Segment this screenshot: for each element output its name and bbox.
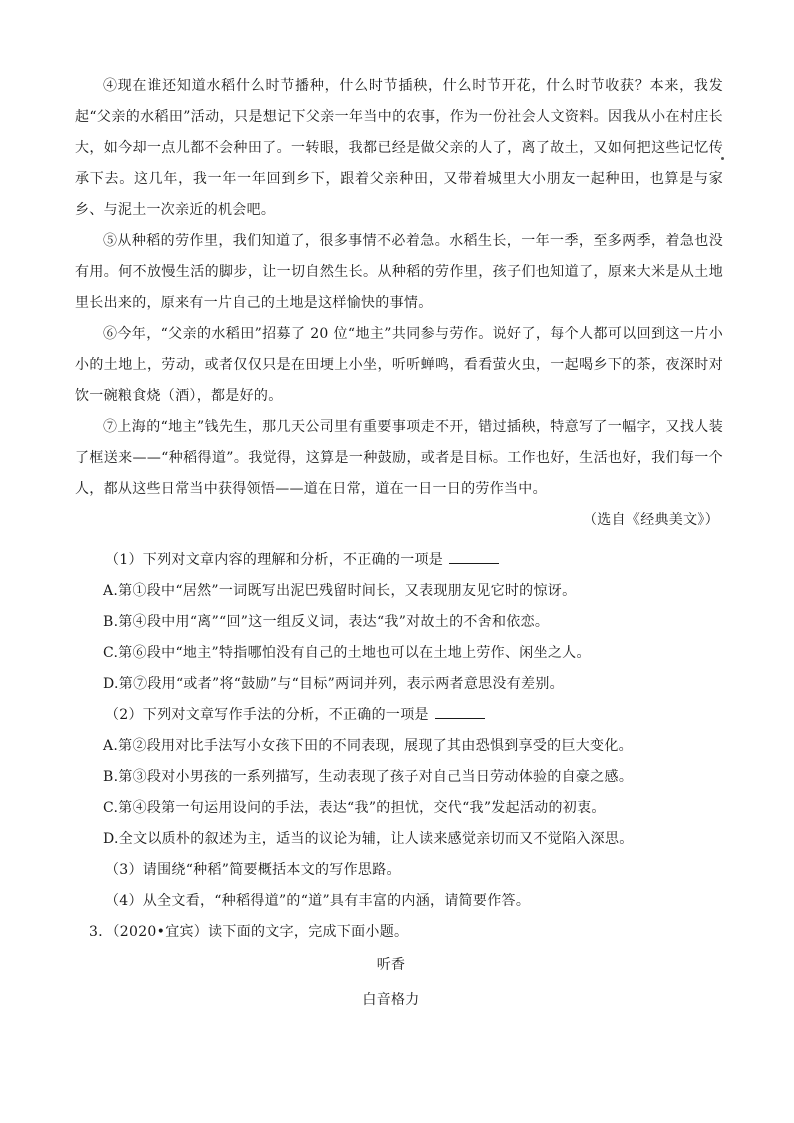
- passage-source: （选自《经典美文》）: [583, 512, 719, 528]
- question-1-option-a: A.第①段中“居然”一词既写出泥巴残留时间长，又表现朋友见它时的惊讶。: [103, 583, 577, 599]
- problem-3-intro: 3．（2020•宜宾）读下面的文字，完成下面小题。: [89, 924, 409, 940]
- paragraph-7: ⑦上海的“地主”钱先生，那几天公司里有重要事项走不开，错过插秧，特意写了一幅字，又找人装了框送来——“种稻得道”。我觉得，这算是一种鼓励，或者是目标。工作也好，生活也好，我们每一个人，都从这些日常当中获得领悟——道在日常，道在一日一日的劳作当中。: [75, 419, 723, 497]
- passage-continuation: [75, 71, 723, 536]
- question-1-option-b: B.第④段中用“离”“回”这一组反义词，表达“我”对故土的不舍和依恋。: [103, 614, 550, 630]
- answer-blank-2: [435, 704, 485, 719]
- question-2-stem: [75, 700, 723, 731]
- paragraph-6: ⑥今年，“父亲的水稻田”招募了 20 位“地主”共同参与劳作。说好了，每个人都可以回到这一片小小的土地上，劳动，或者仅仅只是在田埂上小坐，听听蝉鸣，看看萤火虫，一起喝乡下的茶，夜深时对饮一碗粮食烧（酒），都是好的。: [75, 326, 723, 404]
- question-1-option-c: C.第⑥段中“地主”特指哪怕没有自己的土地也可以在土地上劳作、闲坐之人。: [103, 645, 591, 661]
- question-2-option-c: C.第④段第一句运用设问的手法，表达“我”的担忧，交代“我”发起活动的初衷。: [103, 800, 606, 816]
- article-title: 听香: [376, 957, 406, 973]
- paragraph-4: ④现在谁还知道水稻什么时节播种，什么时节插秧，什么时节开花，什么时节收获？本来，我发起“父亲的水稻田”活动，只是想记下父亲一年当中的农事，作为一份社会人文资料。因我从小在村庄长大，如今却一点儿都不会种田了。一转眼，我都已经是做父亲的人了，离了故土，又如何把这些记忆传承下去。这几年，我一年一年回到乡下，跟着父亲种田，又带着城里大小朋友一起种田，也算是与家乡、与泥土一次亲近的机会吧。: [75, 78, 723, 218]
- question-4: （4）从全文看，“种稻得道”的“道”具有丰富的内涵，请简要作答。: [105, 893, 531, 909]
- question-3: （3）请围绕“种稻”简要概括本文的写作思路。: [105, 862, 401, 878]
- question-list: [75, 545, 723, 1018]
- question-1-option-d: D.第⑦段用“或者”将“鼓励”与“目标”两词并列，表示两者意思没有差别。: [103, 676, 564, 692]
- question-2-option-d: D.全文以质朴的叙述为主，适当的议论为辅，让人读来感觉亲切而又不觉陷入深思。: [103, 831, 634, 847]
- paragraph-5: ⑤从种稻的劳作里，我们知道了，很多事情不必着急。水稻生长，一年一季，至多两季，着急也没有用。何不放慢生活的脚步，让一切自然生长。从种稻的劳作里，孩子们也知道了，原来大米是从土地里长出来的，原来有一片自己的土地是这样愉快的事情。: [75, 233, 723, 311]
- question-2-option-a: A.第②段用对比手法写小女孩下田的不同表现，展现了其由恐惧到享受的巨大变化。: [103, 738, 633, 754]
- question-1-text: （1）下列对文章内容的理解和分析，不正确的一项是: [105, 552, 444, 568]
- article-author: 白音格力: [362, 992, 420, 1008]
- question-2-option-b: B.第③段对小男孩的一系列描写，生动表现了孩子对自己当日劳动体验的自豪之感。: [103, 769, 634, 785]
- margin-dot-mark: [721, 157, 724, 160]
- answer-blank-1: [449, 549, 499, 564]
- question-1-stem: [75, 545, 723, 576]
- question-2-text: （2）下列对文章写作手法的分析，不正确的一项是: [105, 707, 429, 723]
